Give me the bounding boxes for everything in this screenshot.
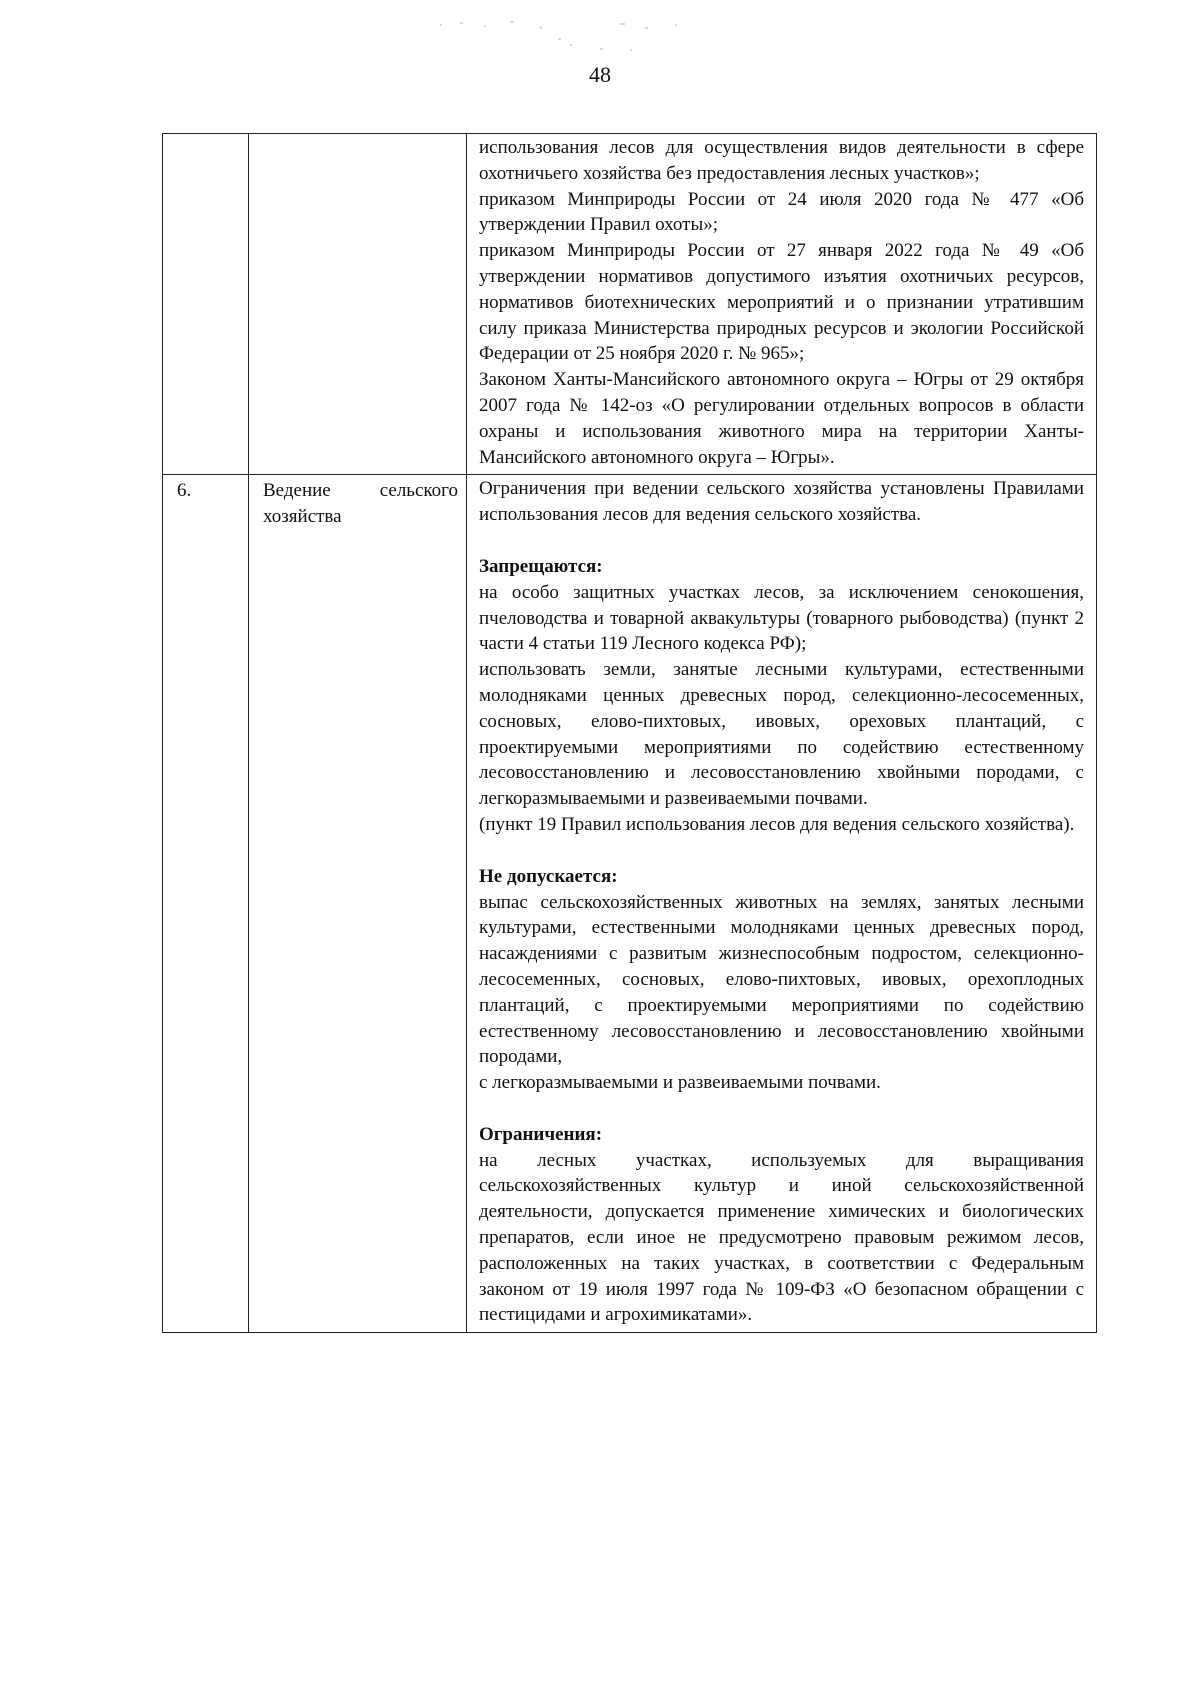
restrictions-cell [467, 134, 1097, 475]
activity-name-cell: Ведение сельского хозяйства [249, 475, 467, 1333]
restrictions-cell [467, 475, 1097, 1333]
legal-reference-paragraph: Законом Ханты-Мансийского автономного округа – Югры от 29 октября 2007 года № 142-оз «О регулировании отдельных вопросов в области охраны и использования животного мира на территории Ханты-Мансийского автономного округа – Югры». [479, 369, 1084, 468]
not-allowed-heading: Не допускается: [479, 865, 618, 887]
prohibited-paragraph: использовать земли, занятые лесными культурами, естественными молодняками ценных древесных пород, селекционно-лесосеменных, сосновых, елово-пихтовых, ивовых, ореховых плантаций, с проектируемыми мероприятиями по содействию естественному лесовосстановлению и лесовосстановлению хвойными породами, с легкоразмываемыми и развеиваемыми почвами. [479, 659, 1084, 810]
prohibited-heading: Запрещаются: [479, 555, 603, 577]
legal-reference-paragraph: приказом Минприроды России от 27 января 2022 года № 49 «Об утверждении нормативов допустимого изъятия охотничьих ресурсов, нормативов биотехнических мероприятий и о признании утратившим силу приказа Министерства природных ресурсов и экологии Российской Федерации от 25 ноября 2020 г. № 965»; [479, 240, 1084, 365]
intro-paragraph: Ограничения при ведении сельского хозяйства установлены Правилами использования лесов для ведения сельского хозяйства. [479, 478, 1084, 526]
page-number: 48 [589, 62, 611, 87]
legal-reference-paragraph: приказом Минприроды России от 24 июля 2020 года № 477 «Об утверждении Правил охоты»; [479, 188, 1084, 236]
prohibited-paragraph: (пункт 19 Правил использования лесов для ведения сельского хозяйства). [479, 813, 1075, 835]
activity-name-cell [249, 134, 467, 475]
restrictions-paragraph: на лесных участках, используемых для выращивания сельскохозяйственных культур и иной сельскохозяйственной деятельности, допускается применение химических и биологических препаратов, если иное не предусмотрено правовым режимом лесов, расположенных на таких участках, в соответствии с Федеральным законом от 19 июля 1997 года № 109-ФЗ «О безопасном обращении с пестицидами и агрохимикатами». [479, 1149, 1084, 1326]
table-row-6 [163, 475, 1097, 1333]
forest-use-restrictions-table [162, 133, 1097, 1333]
restrictions-heading: Ограничения: [479, 1123, 603, 1145]
row-number-cell [163, 134, 249, 475]
not-allowed-paragraph: выпас сельскохозяйственных животных на землях, занятых лесными культурами, естественными молодняками ценных древесных пород, насаждениями с развитым жизнеспособным подростом, селекционно-лесосеменных, сосновых, елово-пихтовых, ивовых, орехоплодных плантаций, с проектируемыми мероприятиями по содействию естественному лесовосстановлению и лесовосстановлению хвойными породами, [479, 891, 1084, 1068]
scan-noise-mark [440, 18, 740, 58]
not-allowed-paragraph: с легкоразмываемыми и развеиваемыми почвами. [479, 1072, 881, 1094]
row-number-cell: 6. [163, 475, 249, 1333]
table-row-continued [163, 134, 1097, 475]
legal-reference-paragraph: использования лесов для осуществления видов деятельности в сфере охотничьего хозяйства без предоставления лесных участков»; [479, 137, 1084, 184]
prohibited-paragraph: на особо защитных участках лесов, за исключением сенокошения, пчеловодства и товарной аквакультуры (товарного рыбоводства) (пункт 2 части 4 статьи 119 Лесного кодекса РФ); [479, 581, 1084, 655]
